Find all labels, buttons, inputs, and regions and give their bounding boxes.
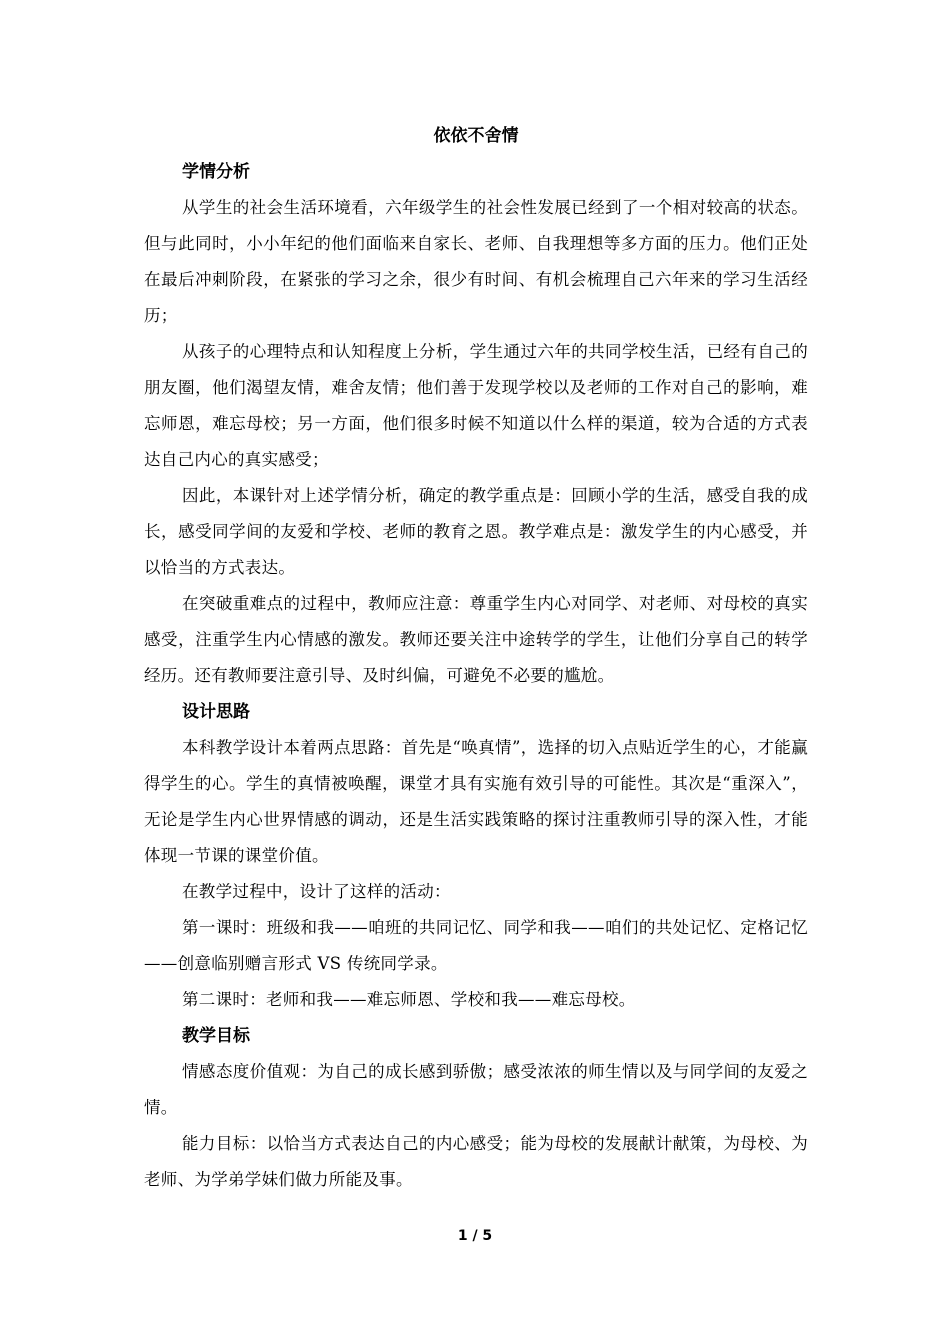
paragraph: 情感态度价值观：为自己的成长感到骄傲；感受浓浓的师生情以及与同学间的友爱之情。 — [144, 1062, 808, 1117]
section-design — [144, 694, 808, 1018]
section-heading: 设计思路 — [182, 702, 250, 722]
section-heading: 学情分析 — [182, 162, 250, 182]
paragraph: 因此，本课针对上述学情分析，确定的教学重点是：回顾小学的生活，感受自我的成长，感受同学间的友爱和学校、老师的教育之恩。教学难点是：激发学生的内心感受，并以恰当的方式表达。 — [144, 486, 808, 577]
section-objectives — [144, 1018, 808, 1198]
document-title: 依依不舍情 — [433, 126, 519, 146]
page-number: 1 / 5 — [457, 1228, 493, 1244]
paragraph: 能力目标：以恰当方式表达自己的内心感受；能为母校的发展献计献策，为母校、为老师、为学弟学妹们做力所能及事。 — [144, 1134, 808, 1189]
paragraph: 从学生的社会生活环境看，六年级学生的社会性发展已经到了一个相对较高的状态。但与此同时，小小年纪的他们面临来自家长、老师、自我理想等多方面的压力。他们正处在最后冲刺阶段，在紧张的学习之余，很少有时间、有机会梳理自己六年来的学习生活经历； — [144, 198, 808, 325]
document-page — [144, 118, 808, 1198]
section-heading: 教学目标 — [182, 1026, 250, 1046]
paragraph: 在教学过程中，设计了这样的活动： — [182, 882, 451, 901]
paragraph: 在突破重难点的过程中，教师应注意：尊重学生内心对同学、对老师、对母校的真实感受，注重学生内心情感的激发。教师还要关注中途转学的学生，让他们分享自己的转学经历。还有教师要注意引导、及时纠偏，可避免不必要的尴尬。 — [144, 594, 808, 685]
paragraph: 第一课时：班级和我——咱班的共同记忆、同学和我——咱们的共处记忆、定格记忆——创意临别赠言形式 VS 传统同学录。 — [144, 918, 808, 973]
section-analysis — [144, 154, 808, 694]
paragraph: 从孩子的心理特点和认知程度上分析，学生通过六年的共同学校生活，已经有自己的朋友圈，他们渴望友情，难舍友情；他们善于发现学校以及老师的工作对自己的影响，难忘师恩，难忘母校；另一方面，他们很多时候不知道以什么样的渠道，较为合适的方式表达自己内心的真实感受； — [144, 342, 808, 469]
paragraph: 第二课时：老师和我——难忘师恩、学校和我——难忘母校。 — [182, 990, 636, 1009]
paragraph: 本科教学设计本着两点思路：首先是“唤真情”，选择的切入点贴近学生的心，才能赢得学生的心。学生的真情被唤醒，课堂才具有实施有效引导的可能性。其次是“重深入”，无论是学生内心世界情感的调动，还是生活实践策略的探讨注重教师引导的深入性，才能体现一节课的课堂价值。 — [144, 738, 808, 865]
